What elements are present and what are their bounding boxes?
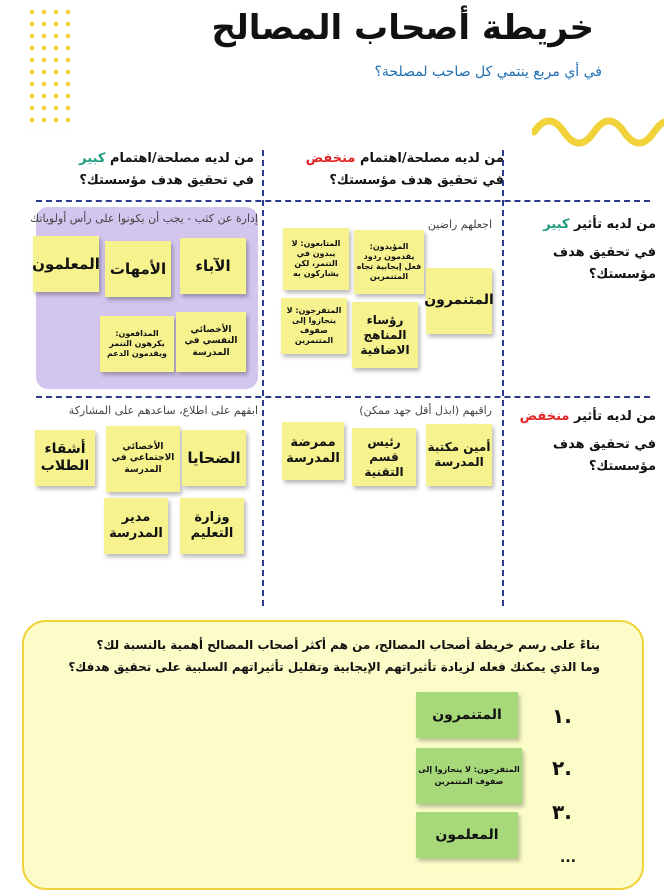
quadrant-label-monitor: راقبهم (ابذل أقل جهد ممكن): [359, 404, 492, 417]
grid-divider-middle: [262, 150, 264, 606]
sticky-note-tech-head: رئيس قسم التقنية: [352, 428, 416, 486]
sticky-note-teachers: المعلمون: [33, 236, 99, 292]
reflection-question-2: وما الذي يمكنك فعله لزيادة تأثيراتهم الإيجابية وتقليل تأثيراتهم السلبية على تحقيق هدفك؟: [68, 660, 600, 674]
answer-note-bystanders: المتفرجون: لا ينحازوا إلى صفوف المتنمرين: [416, 748, 522, 804]
grid-divider-center: [36, 396, 650, 398]
sticky-note-social-worker: الأخصائي الاجتماعي في المدرسة: [106, 426, 180, 492]
sticky-note-ministry-of-education: وزارة التعليم: [180, 498, 244, 554]
answer-note-teachers: المعلمون: [416, 812, 518, 858]
quadrant-label-manage-closely: إدارة عن كثب - يجب أن يكونوا على رأس أولوياتك: [30, 212, 258, 225]
high-interest-highlight: كبير: [79, 151, 106, 166]
sticky-note-school-nurse: ممرضة المدرسة: [282, 422, 344, 480]
sticky-note-supporters: المؤيدون: يقدمون ردود فعل إيجابية تجاه المتنمرين: [354, 230, 424, 294]
answer-ellipsis: ...: [560, 850, 576, 866]
sticky-note-bullies: المتنمرون: [426, 268, 492, 334]
sticky-note-bystanders: المتفرجون: لا ينحازوا إلى صفوف المتنمرين: [281, 298, 347, 354]
page-subtitle: في أي مربع ينتمي كل صاحب لمصلحة؟: [374, 64, 602, 80]
answer-number-3: .٣: [552, 800, 572, 824]
row-header-low-influence: من لديه تأثير منخفض في تحقيق هدف مؤسستك؟: [519, 409, 656, 474]
column-header-low-interest: من لديه مصلحة/اهتمام منخفض في تحقيق هدف مؤسستك؟: [305, 151, 504, 188]
dot-pattern: [26, 6, 76, 130]
sticky-note-victims: الضحايا: [182, 430, 246, 486]
sticky-note-librarian: أمين مكتبة المدرسة: [426, 424, 492, 486]
sticky-note-siblings: أشقاء الطلاب: [35, 430, 95, 486]
quadrant-label-keep-satisfied: اجعلهم راضين: [427, 218, 492, 231]
reflection-question-1: بناءً على رسم خريطة أصحاب المصالح، من هم أكثر أصحاب المصالح أهمية بالنسبة لك؟: [96, 638, 600, 652]
grid-divider-top: [36, 200, 650, 202]
answer-note-bullies: المتنمرون: [416, 692, 518, 738]
sticky-note-school-psychologist: الأخصائي النفسي في المدرسة: [176, 312, 246, 372]
column-header-high-interest: من لديه مصلحة/اهتمام كبير في تحقيق هدف مؤسستك؟: [79, 151, 254, 188]
grid-divider-right: [502, 150, 504, 606]
sticky-note-defenders: المدافعون: يكرهون التنمر ويقدمون الدعم: [100, 316, 174, 372]
sticky-note-fathers: الآباء: [180, 238, 246, 294]
sticky-note-mothers: الأمهات: [105, 241, 171, 297]
answer-number-2: .٢: [552, 756, 572, 780]
sticky-note-followers: المتابعون: لا يبدون في التنمر، لكن يشاركون به: [283, 228, 349, 290]
low-influence-highlight: منخفض: [519, 409, 570, 424]
low-interest-highlight: منخفض: [305, 151, 356, 166]
sticky-note-extracurricular-heads: رؤساء المناهج الاضافية: [352, 302, 418, 368]
quadrant-label-keep-informed: ابقهم على اطلاع، ساعدهم على المشاركة: [68, 404, 258, 417]
sticky-note-principal: مدير المدرسة: [104, 498, 168, 554]
wave-decoration: [532, 108, 664, 152]
answer-number-1: .١: [552, 704, 572, 728]
row-header-high-influence: من لديه تأثير كبير في تحقيق هدف مؤسستك؟: [543, 217, 656, 282]
page-title: خريطة أصحاب المصالح: [211, 8, 594, 48]
high-influence-highlight: كبير: [543, 217, 570, 232]
